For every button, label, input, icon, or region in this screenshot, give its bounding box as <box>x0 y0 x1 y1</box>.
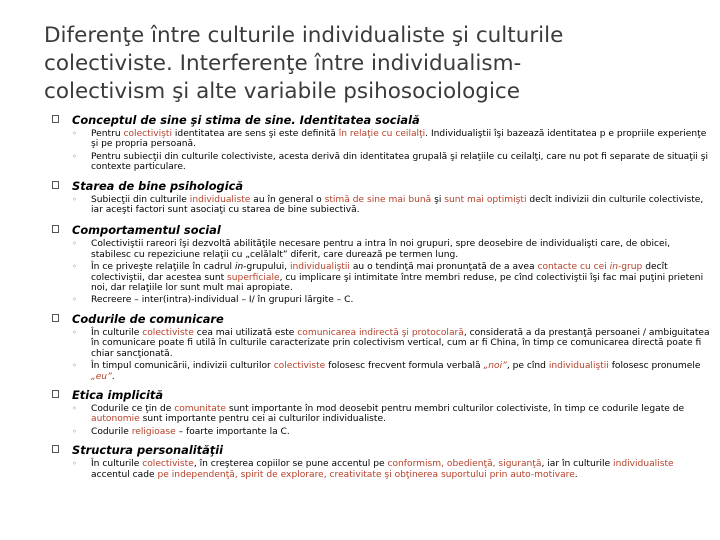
list-item <box>52 152 712 173</box>
section-heading <box>52 388 712 402</box>
highlighted-text: colectiviste <box>273 361 326 372</box>
text-run: accentul cade <box>91 469 158 480</box>
item-text <box>91 427 290 437</box>
text-run: decît colectiviştii, dar acestea sunt <box>91 262 668 283</box>
text-run: , pe cînd <box>506 361 549 372</box>
list-item <box>52 361 712 382</box>
ring-bullet-icon: ◦ <box>72 459 77 469</box>
text-run: , în creşterea copiilor se pune accentul pe <box>193 459 388 470</box>
bullet-list <box>52 328 712 382</box>
section-communication-codes <box>52 312 712 382</box>
section-heading-text: Structura personalităţii <box>72 443 224 458</box>
text-run: şi <box>431 194 445 205</box>
highlighted-text: conformism, obedienţă, siguranţă <box>387 459 542 470</box>
section-heading-text: Conceptul de sine şi stima de sine. Identitatea socială <box>72 113 420 127</box>
text-run: . Individualiştii îşi bazează identitatea p e propriile experienţe şi pe propria persoană. <box>91 129 707 150</box>
text-run: folosesc frecvent formula verbală <box>325 361 484 372</box>
section-heading <box>52 312 712 326</box>
text-run: -grupului, <box>243 262 290 273</box>
slide-content <box>52 113 712 482</box>
highlighted-text: individualiste <box>189 194 251 205</box>
highlighted-text: -grup <box>617 262 643 273</box>
section-self-concept <box>52 113 712 173</box>
ring-bullet-icon: ◦ <box>72 327 77 337</box>
text-run: , considerată a da prestanţă persoanei / ambiguitatea în comunicare poate fi utilă în culturile caracterizate prin colectivism vertical, cum ar fi China, în timp ce comunicarea directă poate fi chiar sancţionată. <box>91 327 710 359</box>
list-item <box>52 195 712 216</box>
ring-bullet-icon: ◦ <box>72 194 77 204</box>
item-text <box>91 129 706 149</box>
title-line-3: colectivism şi alte variabile psihosociologice <box>44 79 520 104</box>
text-run: . <box>111 371 115 382</box>
text-run: folosesc pronumele <box>608 361 701 372</box>
text-run: Subiecţii din culturile <box>91 194 190 205</box>
title-line-1: Diferenţe între culturile individualiste şi culturile <box>44 23 564 48</box>
highlighted-text: individualiştii <box>289 262 350 273</box>
ring-bullet-icon: ◦ <box>72 295 77 305</box>
text-run: , iar în culturile <box>541 459 614 470</box>
text-run: in <box>234 262 244 273</box>
highlighted-text: pe independenţă, spirit de explorare, creativitate şi obţinerea suportului prin auto-motivare <box>157 469 575 480</box>
ring-bullet-icon: ◦ <box>72 151 77 161</box>
list-item <box>52 427 712 437</box>
section-heading <box>52 443 712 457</box>
item-text <box>91 328 710 359</box>
square-bullet-icon <box>52 445 59 453</box>
highlighted-text: superficiale <box>227 272 280 283</box>
section-heading-text: Etica implicită <box>72 387 164 402</box>
list-item <box>52 328 712 359</box>
section-heading <box>52 223 712 237</box>
highlighted-text: „noi” <box>483 361 507 372</box>
page-title <box>44 22 684 106</box>
ring-bullet-icon: ◦ <box>72 426 77 436</box>
ring-bullet-icon: ◦ <box>72 361 77 371</box>
text-run: , cu implicare şi intimitate între membri reduse, pe cînd colectiviştii îşi fac mai puţini prieteni noi, dar relaţiile lor sunt mult mai apropiate. <box>91 272 704 294</box>
square-bullet-icon <box>52 225 59 233</box>
highlighted-text: colectiviste <box>142 327 194 338</box>
text-run: Pentru <box>91 129 124 139</box>
section-wellbeing <box>52 179 712 216</box>
bullet-list <box>52 129 712 173</box>
highlighted-text: individualiste <box>613 459 674 470</box>
text-run: sunt importante în mod deosebit pentru membri culturilor colectiviste, în timp ce codurile legate de <box>226 403 685 414</box>
section-implicit-ethics <box>52 388 712 437</box>
item-text <box>91 239 670 259</box>
ring-bullet-icon: ◦ <box>72 262 77 272</box>
item-text <box>91 404 684 424</box>
highlighted-text: stimă de sine mai bună <box>324 194 432 205</box>
highlighted-text: individualiştii <box>548 361 609 372</box>
title-line-2: colectiviste. Interferenţe între individualism- <box>44 51 522 76</box>
ring-bullet-icon: ◦ <box>72 129 77 138</box>
text-run: identitatea are sens şi este definită <box>172 129 339 139</box>
bullet-list <box>52 459 712 480</box>
bullet-list <box>52 195 712 216</box>
list-item <box>52 262 712 293</box>
highlighted-text: „eu” <box>91 371 112 382</box>
square-bullet-icon <box>52 390 59 398</box>
section-heading-text: Comportamentul social <box>72 223 221 238</box>
square-bullet-icon <box>52 181 59 189</box>
section-social-behavior <box>52 223 712 305</box>
text-run: decît indivizii din culturile colectiviste, iar aceşti factori sunt asociaţi cu starea de bine subiectivă. <box>91 194 704 216</box>
text-run: . <box>574 469 578 480</box>
highlighted-text: colectivişti <box>123 129 172 139</box>
square-bullet-icon <box>52 314 59 322</box>
text-run: Codurile <box>91 426 132 437</box>
square-bullet-icon <box>52 115 59 123</box>
section-heading <box>52 179 712 193</box>
text-run: Pentru subiecţii din culturile colectiviste, acesta derivă din identitatea grupală şi relaţiile cu ceilalţi, care nu pot fi separate de situaţii şi contexte particulare. <box>91 151 709 173</box>
item-text <box>91 361 701 381</box>
text-run: au o tendinţă mai pronunţată de a avea <box>349 262 538 273</box>
section-heading-text: Starea de bine psihologică <box>72 178 244 193</box>
text-run: În timpul comunicării, indivizii culturilor <box>91 361 274 372</box>
highlighted-text: contacte cu cei <box>537 262 607 273</box>
text-run: cea mai utilizată este <box>193 327 298 338</box>
text-run: sunt importante pentru cei ai culturilor individualiste. <box>139 414 386 425</box>
item-text <box>91 459 674 479</box>
section-heading-text: Codurile de comunicare <box>72 311 224 326</box>
bullet-list <box>52 404 712 437</box>
text-run: În ce priveşte relaţiile în cadrul <box>91 262 235 273</box>
item-text <box>91 262 703 293</box>
highlighted-text: religioase <box>131 426 176 437</box>
highlighted-text: în relaţie cu ceilalţi <box>338 129 426 139</box>
highlighted-text: in <box>609 262 618 273</box>
text-run: Recreere – inter(intra)-individual – I/ în grupuri lărgite – C. <box>91 295 354 306</box>
list-item <box>52 239 712 260</box>
text-run: În culturile <box>91 459 143 470</box>
list-item <box>52 459 712 480</box>
section-heading <box>52 113 712 127</box>
ring-bullet-icon: ◦ <box>72 239 77 249</box>
text-run: – foarte importante la C. <box>175 426 290 437</box>
list-item <box>52 404 712 425</box>
section-personality-structure <box>52 443 712 480</box>
text-run: au în general o <box>250 194 325 205</box>
highlighted-text: colectiviste <box>142 459 194 470</box>
list-item <box>52 295 712 305</box>
highlighted-text: autonomie <box>91 414 140 425</box>
highlighted-text: comunitate <box>174 403 226 414</box>
bullet-list <box>52 239 712 305</box>
text-run: Colectiviştii rareori îşi dezvoltă abilităţile necesare pentru a intra în noi grupuri, spre deosebire de individualişti care, de obicei, stabilesc cu repeziciune relaţii cu „celălalt” diferit, care durează pe termen lung. <box>91 239 670 260</box>
text-run: În culturile <box>91 327 143 338</box>
text-run: Codurile ce ţin de <box>91 403 175 414</box>
highlighted-text: comunicarea indirectă şi protocolară <box>297 327 464 338</box>
ring-bullet-icon: ◦ <box>72 403 77 413</box>
highlighted-text: sunt mai optimişti <box>444 194 527 205</box>
item-text <box>91 295 353 305</box>
item-text <box>91 195 703 215</box>
item-text <box>91 152 708 172</box>
list-item <box>52 129 712 150</box>
